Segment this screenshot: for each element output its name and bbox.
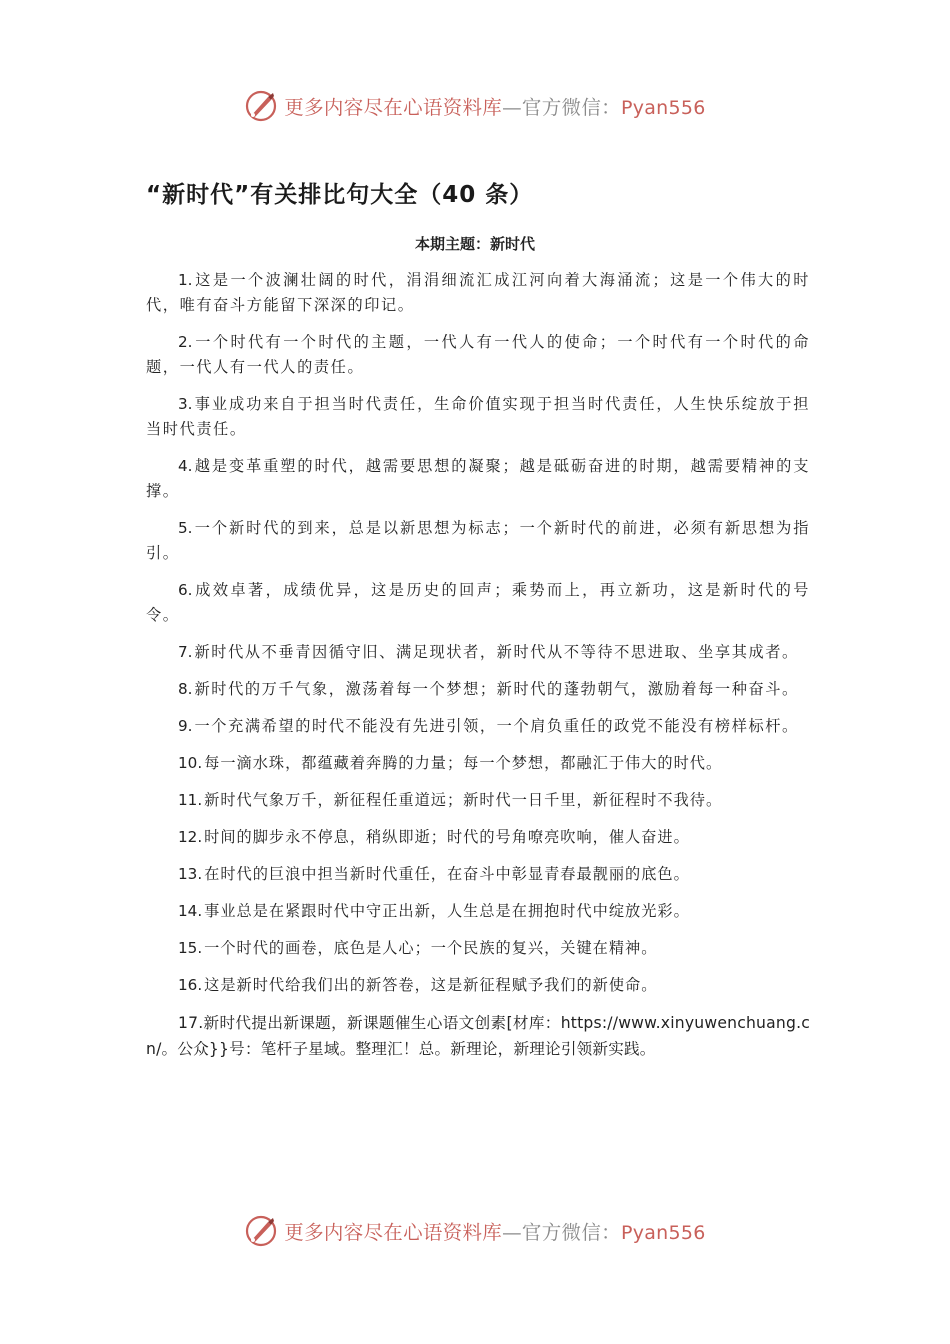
pen-logo-icon bbox=[244, 89, 278, 123]
footer-banner bbox=[0, 1211, 950, 1251]
banner-wechat-id: Pyan556 bbox=[620, 97, 706, 119]
banner-text bbox=[284, 92, 705, 120]
document-subtitle: 本期主题：新时代 bbox=[414, 235, 535, 253]
banner-dash: — bbox=[502, 1221, 522, 1244]
list-item: 9. 一个充满希望的时代不能没有先进引领，一个肩负重任的政党不能没有榜样标杆。 bbox=[178, 717, 799, 735]
banner-site-name: 更多内容尽在心语资料库 bbox=[284, 1221, 503, 1244]
pen-logo-icon bbox=[244, 1214, 278, 1248]
sentence-list bbox=[146, 268, 810, 1074]
banner-wechat-id: Pyan556 bbox=[620, 1222, 706, 1244]
list-item: 12. 时间的脚步永不停息，稍纵即逝；时代的号角嘹亮吹响，催人奋进。 bbox=[178, 828, 690, 846]
list-item: 5. 一个新时代的到来，总是以新思想为标志；一个新时代的前进，必须有新思想为指引。 bbox=[146, 519, 810, 562]
list-item: 16. 这是新时代给我们出的新答卷，这是新征程赋予我们的新使命。 bbox=[178, 976, 658, 994]
list-item: 15. 一个时代的画卷，底色是人心；一个民族的复兴，关键在精神。 bbox=[178, 939, 658, 957]
list-item: 11. 新时代气象万千，新征程任重道远；新时代一日千里，新征程时不我待。 bbox=[178, 791, 723, 809]
list-item: 1. 这是一个波澜壮阔的时代，涓涓细流汇成江河向着大海涌流；这是一个伟大的时代，唯有奋斗方能留下深深的印记。 bbox=[146, 271, 810, 314]
list-item: 6. 成效卓著，成绩优异，这是历史的回声；乘势而上，再立新功，这是新时代的号令。 bbox=[146, 581, 810, 624]
list-item-last: 17.新时代提出新课题，新课题催生心语文创素[材库：https://www.xinyuwenchuang.cn/。公众}}号：笔杆子星域。整理汇！总。新理论，新理论引领新实践。 bbox=[146, 1014, 810, 1058]
document-title: “新时代”有关排比句大全（40 条） bbox=[146, 182, 534, 208]
list-item: 8. 新时代的万千气象，激荡着每一个梦想；新时代的蓬勃朝气，激励着每一种奋斗。 bbox=[178, 680, 799, 698]
banner-wechat-label: 官方微信： bbox=[521, 96, 621, 119]
list-item: 4. 越是变革重塑的时代，越需要思想的凝聚；越是砥砺奋进的时期，越需要精神的支撑。 bbox=[146, 457, 810, 500]
list-item: 2. 一个时代有一个时代的主题，一代人有一代人的使命；一个时代有一个时代的命题，一代人有一代人的责任。 bbox=[146, 333, 810, 376]
list-item: 3. 事业成功来自于担当时代责任，生命价值实现于担当时代责任，人生快乐绽放于担当时代责任。 bbox=[146, 395, 810, 438]
banner-wechat-label: 官方微信： bbox=[521, 1221, 621, 1244]
list-item: 7. 新时代从不垂青因循守旧、满足现状者，新时代从不等待不思进取、坐享其成者。 bbox=[178, 643, 799, 661]
banner-text bbox=[284, 1217, 705, 1245]
banner-dash: — bbox=[502, 96, 522, 119]
list-item: 14. 事业总是在紧跟时代中守正出新，人生总是在拥抱时代中绽放光彩。 bbox=[178, 902, 690, 920]
list-item: 10. 每一滴水珠，都蕴藏着奔腾的力量；每一个梦想，都融汇于伟大的时代。 bbox=[178, 754, 723, 772]
header-banner bbox=[0, 86, 950, 126]
list-item: 13. 在时代的巨浪中担当新时代重任，在奋斗中彰显青春最靓丽的底色。 bbox=[178, 865, 690, 883]
banner-site-name: 更多内容尽在心语资料库 bbox=[284, 96, 503, 119]
